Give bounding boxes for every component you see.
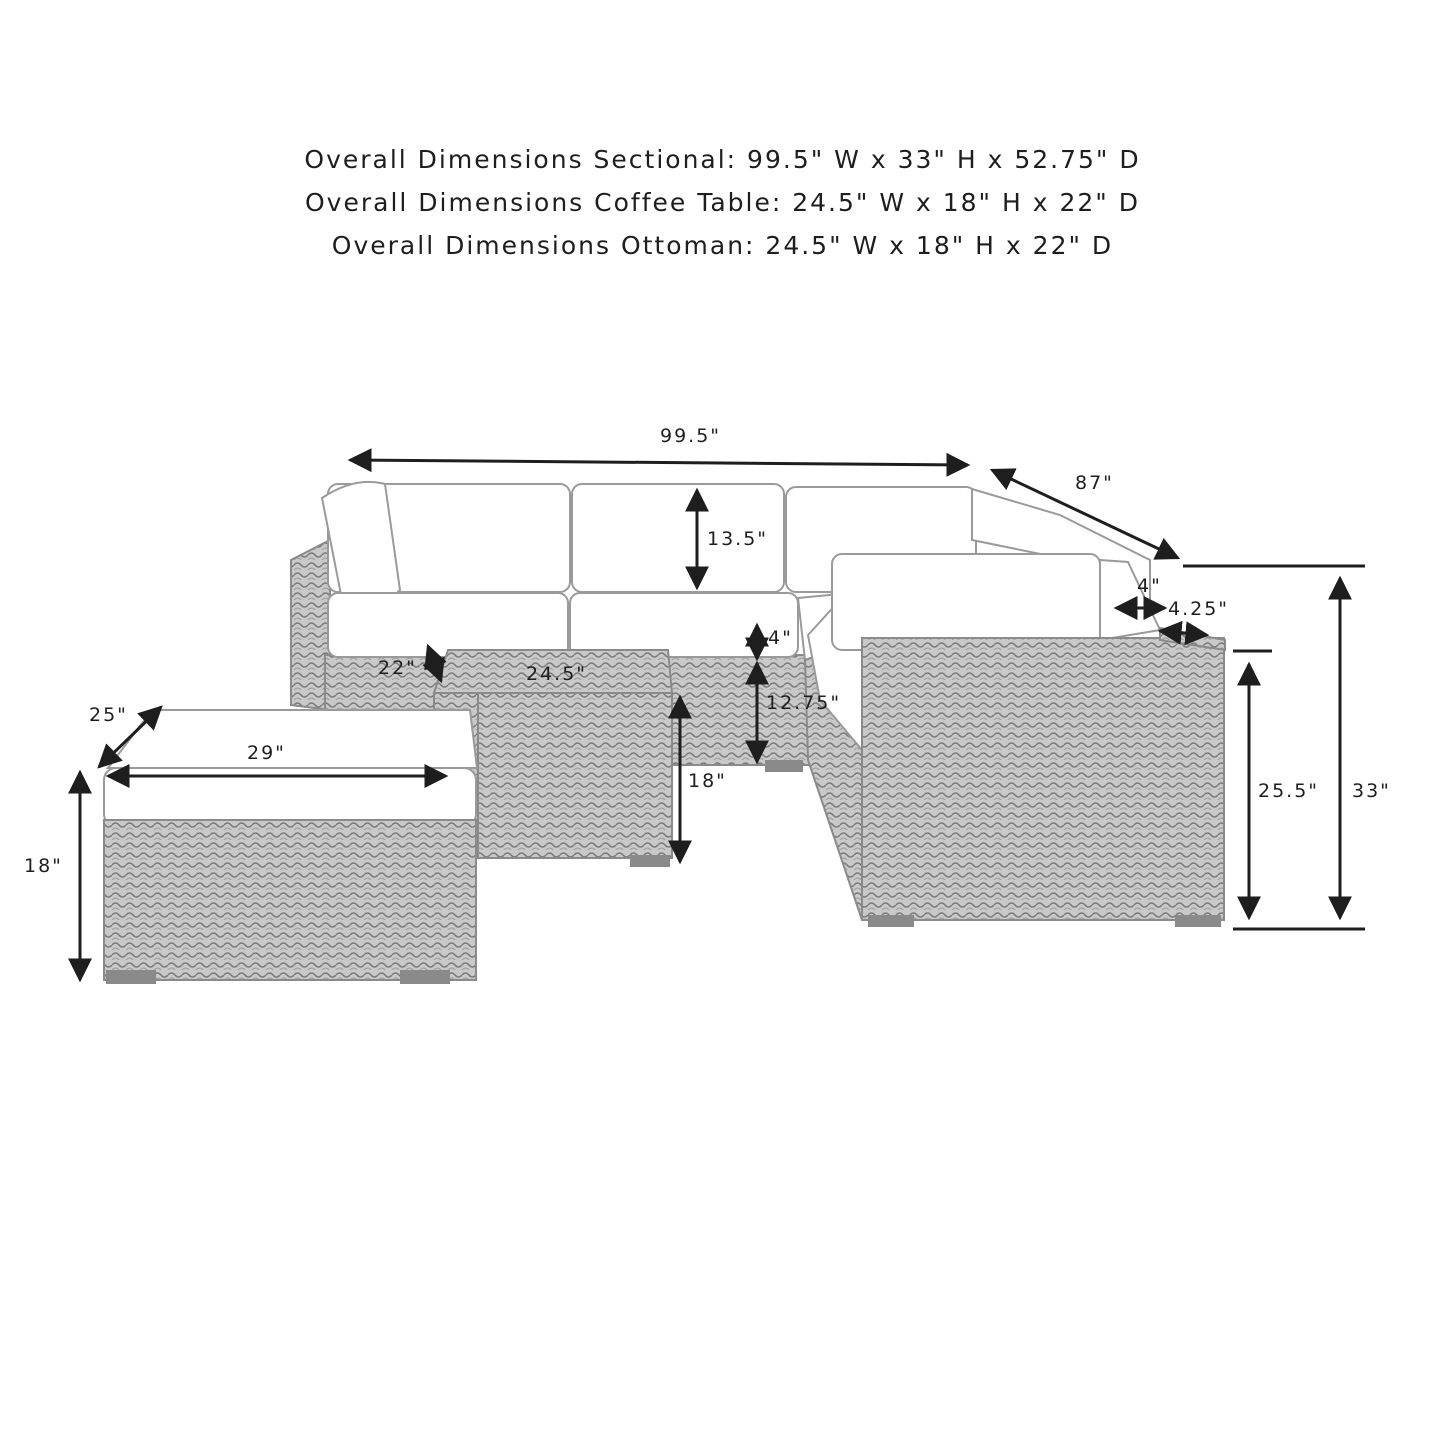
label-table-width: 24.5" — [526, 663, 588, 685]
label-back-cushion-height: 13.5" — [707, 528, 769, 550]
label-ottoman-width: 29" — [247, 742, 286, 764]
heading-ottoman: Overall Dimensions Ottoman: 24.5" W x 18" H x 22" D — [331, 231, 1114, 260]
label-overall-height: 33" — [1352, 780, 1391, 802]
label-seat-height: 12.75" — [766, 692, 842, 714]
heading-coffee-table: Overall Dimensions Coffee Table: 24.5" W x 18" H x 22" D — [305, 188, 1140, 217]
ottoman — [104, 710, 477, 984]
heading-sectional: Overall Dimensions Sectional: 99.5" W x 33" H x 52.75" D — [304, 145, 1141, 174]
label-arm-width: 4.25" — [1168, 598, 1230, 620]
label-sectional-width: 99.5" — [660, 425, 722, 447]
label-seat-cushion-thickness: 4" — [768, 627, 793, 649]
dim-sectional-width — [350, 460, 968, 465]
label-arm-cushion: 4" — [1137, 575, 1162, 597]
label-ottoman-depth: 25" — [89, 704, 128, 726]
label-ottoman-height: 18" — [24, 855, 63, 877]
label-sectional-depth: 87" — [1075, 472, 1114, 494]
label-arm-height: 25.5" — [1258, 780, 1320, 802]
label-table-height: 18" — [688, 770, 727, 792]
label-table-depth: 22" — [378, 657, 417, 679]
